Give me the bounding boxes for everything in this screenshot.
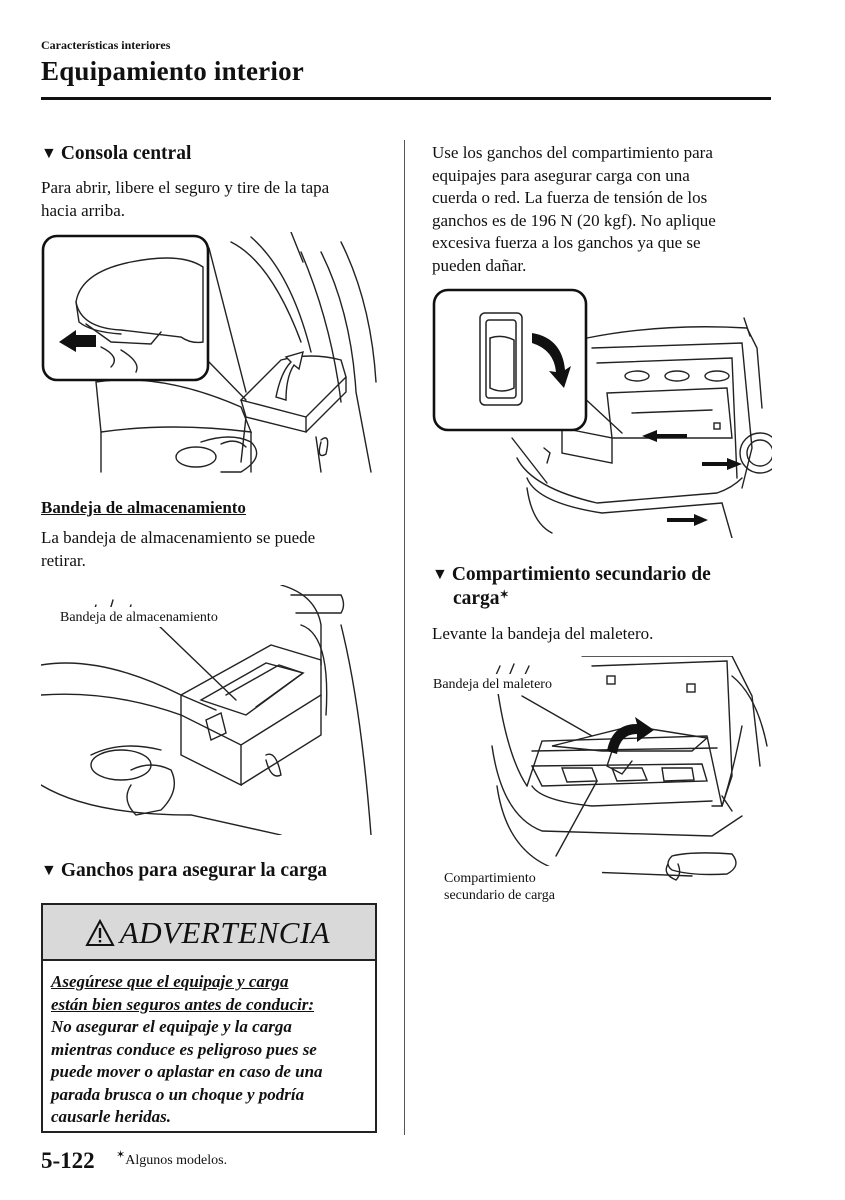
page-number: 5-122 [41, 1148, 95, 1173]
paragraph-tray: La bandeja de almacenamiento se puede retirar. [41, 528, 316, 570]
console-illustration [41, 232, 381, 480]
warning-triangle-icon [85, 919, 115, 947]
warning-box [41, 903, 377, 1133]
paragraph-sub-compartment: Levante la bandeja del maletero. [432, 624, 654, 643]
triangle-down-icon: ▼ [432, 566, 448, 583]
triangle-down-icon: ▼ [41, 862, 57, 879]
warning-title: ADVERTENCIA [119, 915, 331, 950]
label-trunk-board: Bandeja del maletero [433, 677, 552, 692]
page-title: Equipamiento interior [41, 56, 304, 86]
heading-sub-compartment: ▼ Compartimiento secundario de carga✶ [432, 564, 711, 609]
triangle-down-icon: ▼ [41, 145, 57, 162]
asterisk-mark: ✶ [499, 589, 509, 601]
column-divider [404, 140, 405, 1135]
paragraph-console: Para abrir, libere el seguro y tire de la tapa hacia arriba. [41, 178, 330, 220]
heading-hooks: ▼ Ganchos para asegurar la carga [41, 860, 327, 881]
label-sub-compartment: Compartimiento secundario de carga [444, 871, 555, 903]
heading-console: ▼ Consola central [41, 143, 192, 164]
paragraph-hooks: Use los ganchos del compartimiento para equipajes para asegurar carga con una cuerda o red. La fuerza de tensión de los ganchos es de 196 N (20 kgf). No aplique excesiva fuerza a los ganchos ya que se pueden dañar. [432, 143, 716, 275]
asterisk-mark: ✶ [116, 1149, 126, 1161]
subheading-tray: Bandeja de almacenamiento [41, 498, 246, 517]
warning-header [43, 905, 375, 961]
section-label: Características interiores [41, 38, 171, 52]
warning-text: Asegúrese que el equipaje y carga están bien seguros antes de conducir: No asegurar el equipaje y la carga mientras conduce es peligroso pues se puede mover o aplastar en caso de una parada brusca o un choque y podría causarle heridas. [51, 972, 323, 1126]
label-storage-tray: Bandeja de almacenamiento [60, 610, 218, 625]
trunk-board-illustration [432, 656, 772, 906]
title-rule [41, 97, 771, 100]
footnote: ✶Algunos modelos. [116, 1149, 228, 1168]
cargo-hooks-illustration [432, 288, 772, 538]
